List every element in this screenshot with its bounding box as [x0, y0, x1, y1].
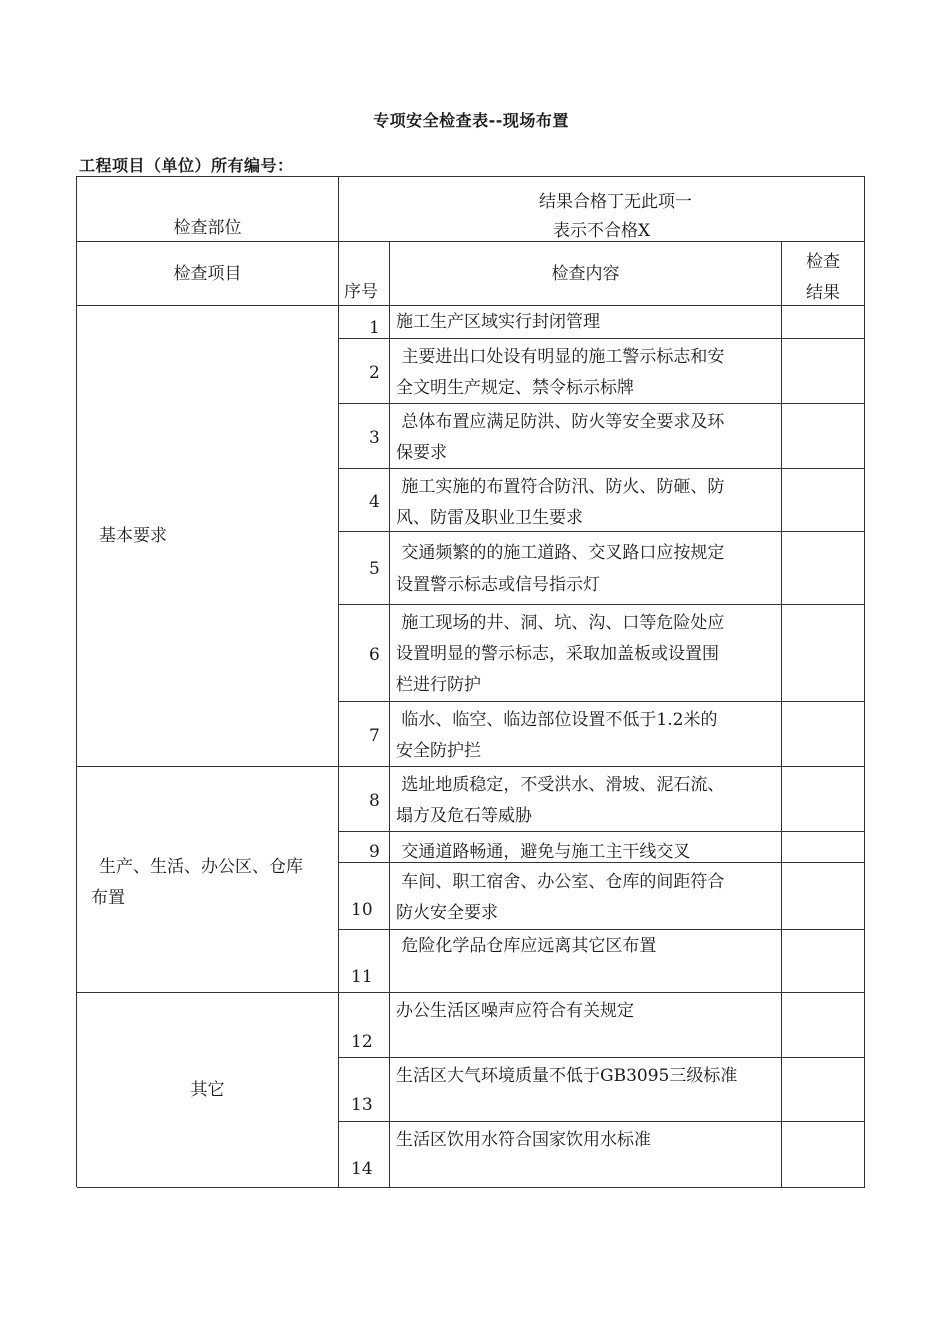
seq-number: 6 — [369, 645, 380, 665]
result-cell[interactable] — [782, 532, 865, 605]
seq-cell — [339, 993, 390, 1058]
content-line: 总体布置应满足防洪、防火等安全要求及环 — [396, 412, 725, 432]
content-cell — [390, 767, 782, 832]
result-cell[interactable] — [782, 1058, 865, 1122]
project-label: 工程项目（单位）所有编号： — [79, 156, 294, 175]
seq-number: 10 — [351, 900, 373, 920]
content-cell — [390, 339, 782, 404]
content-cell — [390, 1122, 782, 1188]
seq-number: 2 — [369, 363, 380, 383]
seq-number: 11 — [351, 967, 373, 987]
content-line: 选址地质稳定，不受洪水、滑坡、泥石流、 — [396, 775, 725, 795]
seq-cell — [339, 1058, 390, 1122]
seq-number: 13 — [351, 1095, 373, 1115]
header-inspection-item — [77, 242, 339, 306]
content-line: 临水、临空、临边部位设置不低于1.2米的 — [396, 710, 718, 730]
content-cell — [390, 404, 782, 469]
seq-number: 1 — [369, 318, 380, 338]
group-basic-requirements-label: 基本要求 — [99, 526, 167, 546]
seq-number: 8 — [369, 791, 380, 811]
result-cell[interactable] — [782, 863, 865, 930]
content-line: 交通道路畅通，避免与施工主干线交叉 — [396, 842, 691, 862]
header-legend — [339, 177, 865, 242]
page-title: 专项安全检查表--现场布置 — [373, 111, 569, 130]
content-line: 防火安全要求 — [396, 903, 498, 923]
content-line: 塌方及危石等威胁 — [396, 806, 532, 826]
result-cell[interactable] — [782, 1122, 865, 1188]
seq-number: 5 — [369, 559, 380, 579]
inspection-table — [76, 176, 865, 1187]
seq-number: 7 — [369, 726, 380, 746]
seq-cell — [339, 404, 390, 469]
result-cell[interactable] — [782, 702, 865, 767]
group-other — [77, 993, 339, 1188]
seq-number: 4 — [369, 492, 380, 512]
legend-line-1: 结果合格丁无此项一 — [539, 192, 692, 212]
seq-cell — [339, 306, 390, 339]
seq-cell — [339, 832, 390, 863]
header-result-line-1: 检查 — [806, 252, 840, 272]
result-cell[interactable] — [782, 306, 865, 339]
header-result — [782, 242, 865, 306]
content-line: 设置明显的警示标志，采取加盖板或设置围 — [396, 644, 719, 664]
result-cell[interactable] — [782, 605, 865, 702]
group-site-layout — [77, 767, 339, 993]
result-cell[interactable] — [782, 469, 865, 532]
content-line: 危险化学品仓库应远离其它区布置 — [396, 936, 657, 956]
content-line: 生活区大气环境质量不低于GB3095三级标准 — [396, 1066, 738, 1086]
legend-line-2: 表示不合格X — [553, 221, 651, 241]
seq-cell — [339, 1122, 390, 1188]
seq-cell — [339, 605, 390, 702]
content-line: 交通频繁的的施工道路、交叉路口应按规定 — [396, 543, 725, 563]
content-line: 风、防雷及职业卫生要求 — [396, 508, 583, 528]
seq-cell — [339, 930, 390, 993]
content-cell — [390, 605, 782, 702]
group-site-layout-line-2: 布置 — [91, 888, 125, 908]
result-cell[interactable] — [782, 832, 865, 863]
content-cell — [390, 993, 782, 1058]
content-cell — [390, 469, 782, 532]
content-line: 栏进行防护 — [396, 675, 481, 695]
seq-cell — [339, 863, 390, 930]
result-cell[interactable] — [782, 339, 865, 404]
content-line: 施工现场的井、洞、坑、沟、口等危险处应 — [396, 613, 725, 633]
content-line: 全文明生产规定、禁令标示标牌 — [396, 378, 634, 398]
content-line: 施工生产区域实行封闭管理 — [396, 312, 600, 332]
content-line: 主要进出口处设有明显的施工警示标志和安 — [396, 347, 725, 367]
header-inspection-content — [390, 242, 782, 306]
content-line: 办公生活区噪声应符合有关规定 — [396, 1001, 634, 1021]
result-cell[interactable] — [782, 930, 865, 993]
header-seq — [339, 242, 390, 306]
seq-cell — [339, 702, 390, 767]
header-inspection-item-label: 检查项目 — [173, 263, 242, 284]
header-inspection-area-label: 检查部位 — [173, 218, 242, 238]
content-line: 安全防护拦 — [396, 741, 481, 761]
content-line: 施工实施的布置符合防汛、防火、防砸、防 — [396, 477, 725, 497]
seq-cell — [339, 469, 390, 532]
content-cell — [390, 702, 782, 767]
group-basic-requirements — [77, 306, 339, 767]
seq-number: 9 — [369, 842, 380, 862]
seq-cell — [339, 532, 390, 605]
group-other-label: 其它 — [190, 1080, 225, 1100]
result-cell[interactable] — [782, 993, 865, 1058]
header-inspection-content-label: 检查内容 — [551, 263, 620, 284]
content-line: 车间、职工宿舍、办公室、仓库的间距符合 — [396, 872, 725, 892]
content-cell — [390, 532, 782, 605]
content-cell — [390, 1058, 782, 1122]
header-inspection-area — [77, 177, 339, 242]
seq-number: 12 — [351, 1032, 373, 1052]
seq-cell — [339, 767, 390, 832]
seq-cell — [339, 339, 390, 404]
seq-number: 14 — [351, 1159, 373, 1179]
content-line: 设置警示标志或信号指示灯 — [396, 575, 600, 595]
header-seq-label: 序号 — [344, 282, 378, 302]
result-cell[interactable] — [782, 767, 865, 832]
content-cell — [390, 930, 782, 993]
result-cell[interactable] — [782, 404, 865, 469]
seq-number: 3 — [369, 428, 380, 448]
content-line: 保要求 — [396, 443, 447, 463]
content-cell — [390, 863, 782, 930]
header-result-line-2: 结果 — [806, 283, 840, 303]
content-cell — [390, 832, 782, 863]
content-line: 生活区饮用水符合国家饮用水标准 — [396, 1130, 651, 1150]
group-site-layout-line-1: 生产、生活、办公区、仓库 — [99, 857, 303, 877]
content-cell — [390, 306, 782, 339]
